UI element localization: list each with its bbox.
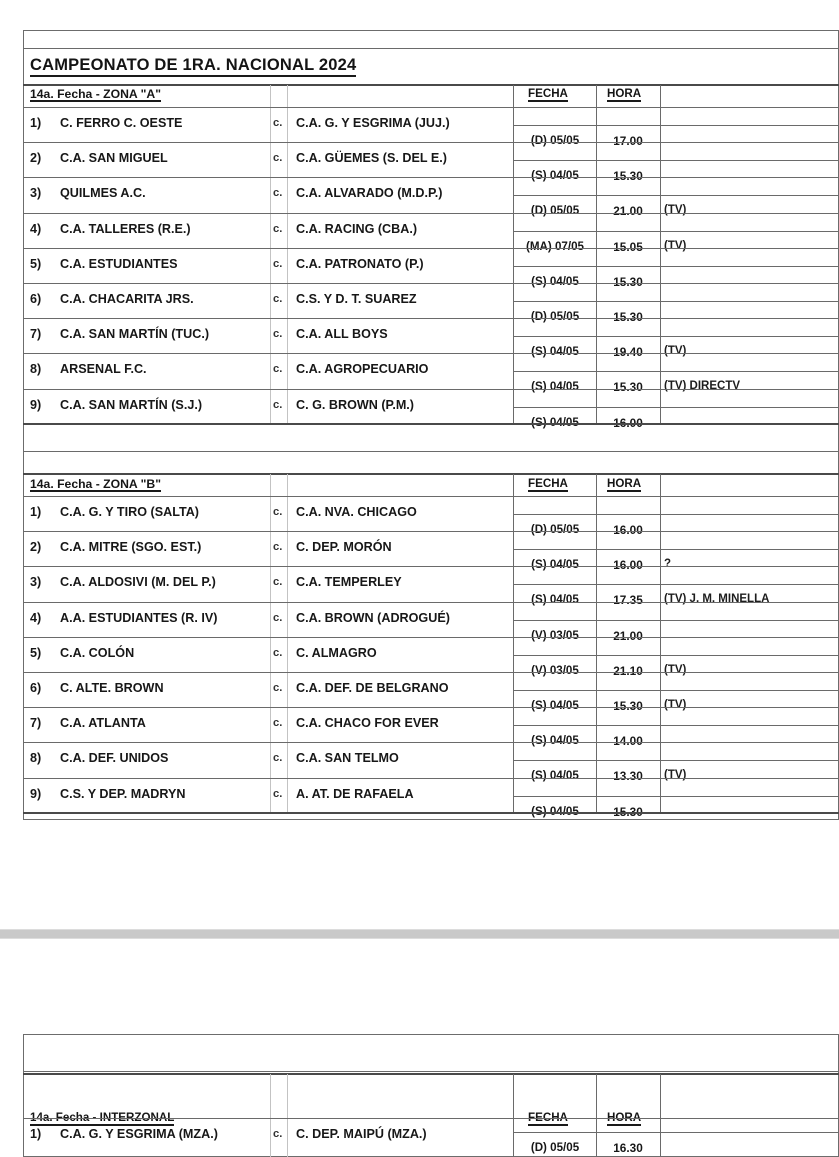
column-header-hora-b: HORA	[607, 477, 642, 490]
match-broadcast-note: (TV)	[664, 699, 687, 711]
table-row-separator	[23, 707, 839, 708]
vline-iz-notes-left	[660, 1074, 661, 1157]
away-team-name: C.A. ALVARADO (M.D.P.)	[296, 186, 443, 201]
match-date: (S) 04/05	[531, 593, 579, 607]
away-team-name: C. DEP. MAIPÚ (MZA.)	[296, 1127, 427, 1141]
match-number: 6)	[30, 292, 42, 306]
versus-label: c.	[273, 787, 283, 800]
match-time: 16.30	[613, 1141, 643, 1155]
table-row-separator	[23, 318, 839, 319]
zona-a-heading: 14a. Fecha - ZONA "A"	[30, 87, 161, 101]
match-time: 21.00	[613, 628, 643, 643]
match-date: (V) 03/05	[531, 663, 579, 677]
versus-label: c.	[273, 293, 283, 305]
versus-label: c.	[273, 222, 283, 235]
home-team-name: ARSENAL F.C.	[60, 362, 147, 377]
rule-gap-1	[23, 451, 839, 452]
table-row-separator	[23, 496, 839, 497]
date-band-separator	[513, 514, 839, 515]
match-time: 16.00	[613, 415, 643, 430]
date-band-separator	[513, 655, 839, 656]
match-date: (S) 04/05	[531, 380, 579, 394]
match-time: 17.35	[613, 593, 643, 608]
date-band-separator	[513, 690, 839, 691]
versus-label: c.	[273, 506, 283, 518]
date-band-separator	[513, 796, 839, 797]
match-time: 15.05	[613, 239, 643, 254]
zona-b-heading: 14a. Fecha - ZONA "B"	[30, 477, 161, 491]
home-team-name: C.A. DEF. UNIDOS	[60, 751, 169, 766]
home-team-name: C.A. ATLANTA	[60, 716, 146, 731]
match-number: 3)	[30, 575, 42, 590]
vline-b-vs-right	[287, 474, 288, 812]
away-team-name: A. AT. DE RAFAELA	[296, 786, 414, 801]
home-team-name: C.A. G. Y ESGRIMA (MZA.)	[60, 1127, 218, 1141]
home-team-name: C.A. ALDOSIVI (M. DEL P.)	[60, 575, 216, 590]
match-date: (S) 04/05	[531, 699, 579, 712]
match-time: 15.30	[613, 310, 643, 324]
match-time: 16.00	[613, 523, 643, 537]
match-number: 5)	[30, 256, 42, 271]
match-date: (D) 05/05	[530, 134, 580, 147]
rule-top-empty	[23, 48, 839, 49]
versus-label: c.	[273, 398, 283, 411]
match-number: 3)	[30, 186, 42, 201]
match-broadcast-note: (TV) DIRECTV	[664, 380, 741, 393]
away-team-name: C.A. SAN TELMO	[296, 751, 399, 766]
vline-iz-vs-right	[287, 1074, 288, 1157]
date-band-separator	[513, 725, 839, 726]
rule-iz-top	[23, 1073, 839, 1075]
table-row-separator	[23, 778, 839, 779]
match-date: (S) 04/05	[531, 734, 579, 748]
away-team-name: C.A. TEMPERLEY	[296, 575, 402, 590]
home-team-name: C.A. COLÓN	[60, 645, 135, 660]
match-date: (S) 04/05	[531, 558, 579, 572]
away-team-name: C.A. G. Y ESGRIMA (JUJ.)	[296, 116, 450, 130]
match-number: 8)	[30, 751, 42, 766]
match-time: 14.00	[613, 734, 643, 749]
match-time: 19.40	[613, 345, 643, 360]
match-time: 13.30	[613, 769, 643, 784]
match-number: 6)	[30, 681, 42, 695]
home-team-name: C. FERRO C. OESTE	[60, 116, 183, 130]
column-header-fecha-a: FECHA	[528, 87, 568, 100]
date-band-separator	[513, 301, 839, 302]
versus-label: c.	[273, 717, 283, 730]
match-number: 2)	[30, 151, 42, 166]
rule-iz-empty-bottom	[23, 1071, 839, 1072]
vline-iz-fecha-left	[513, 1074, 514, 1157]
top-sheet-frame	[23, 30, 839, 820]
vline-a-vs-right	[287, 85, 288, 423]
versus-label: c.	[273, 187, 283, 200]
date-band-separator	[513, 266, 839, 267]
match-time: 15.30	[613, 699, 643, 713]
match-number: 9)	[30, 397, 42, 412]
table-row-separator	[23, 283, 839, 284]
away-team-name: C.A. ALL BOYS	[296, 327, 388, 342]
match-time: 21.10	[613, 663, 643, 678]
column-header-hora-a: HORA	[607, 87, 642, 100]
page-title: CAMPEONATO DE 1RA. NACIONAL 2024	[30, 57, 356, 77]
match-time: 15.30	[613, 274, 643, 289]
table-row-separator	[23, 637, 839, 638]
match-broadcast-note: (TV)	[664, 769, 687, 782]
table-row-separator	[23, 177, 839, 178]
away-team-name: C.A. NVA. CHICAGO	[296, 505, 417, 519]
date-band-separator	[513, 407, 839, 408]
match-number: 8)	[30, 362, 42, 377]
date-band-separator	[513, 336, 839, 337]
table-row-separator	[23, 248, 839, 249]
column-header-hora-iz: HORA	[607, 1111, 642, 1124]
date-band-separator	[513, 620, 839, 621]
versus-label: c.	[273, 1128, 283, 1140]
away-team-name: C.A. AGROPECUARIO	[296, 362, 429, 377]
versus-label: c.	[273, 752, 283, 765]
vline-b-vs-left	[270, 474, 271, 812]
match-time: 15.30	[613, 804, 643, 819]
match-time: 21.00	[613, 204, 643, 219]
home-team-name: C.S. Y DEP. MADRYN	[60, 786, 186, 801]
match-date: (S) 04/05	[531, 415, 579, 429]
match-date: (S) 04/05	[531, 169, 579, 183]
match-time: 16.00	[613, 558, 643, 573]
rule-a-bottom	[23, 423, 839, 425]
match-number: 4)	[30, 221, 42, 236]
away-team-name: C.A. PATRONATO (P.)	[296, 256, 424, 271]
match-number: 5)	[30, 645, 42, 660]
away-team-name: C.A. RACING (CBA.)	[296, 221, 418, 236]
away-team-name: C. DEP. MORÓN	[296, 540, 392, 555]
versus-label: c.	[273, 611, 283, 624]
table-row-separator	[23, 389, 839, 390]
match-broadcast-note: (TV)	[664, 663, 687, 676]
away-team-name: C.A. GÜEMES (S. DEL E.)	[296, 151, 447, 166]
interzonal-heading: 14a. Fecha - INTERZONAL	[30, 1111, 175, 1124]
match-time: 17.00	[613, 134, 643, 148]
match-broadcast-note: ?	[664, 558, 672, 571]
table-row-separator	[23, 1118, 839, 1119]
versus-label: c.	[273, 328, 283, 341]
match-broadcast-note: (TV) J. M. MINELLA	[664, 593, 770, 606]
rule-b-bottom	[23, 812, 839, 814]
table-row-separator	[23, 213, 839, 214]
home-team-name: A.A. ESTUDIANTES (R. IV)	[60, 610, 218, 625]
match-number: 7)	[30, 716, 42, 731]
match-number: 2)	[30, 540, 42, 555]
home-team-name: C.A. CHACARITA JRS.	[60, 292, 194, 306]
vline-iz-vs-left	[270, 1074, 271, 1157]
away-team-name: C. ALMAGRO	[296, 645, 377, 660]
table-row-separator	[23, 742, 839, 743]
date-band-separator	[513, 160, 839, 161]
date-band-separator	[513, 1132, 839, 1133]
table-row-separator	[23, 602, 839, 603]
table-row-separator	[23, 142, 839, 143]
vline-a-vs-left	[270, 85, 271, 423]
home-team-name: C.A. TALLERES (R.E.)	[60, 221, 191, 236]
date-band-separator	[513, 125, 839, 126]
date-band-separator	[513, 760, 839, 761]
versus-label: c.	[273, 152, 283, 165]
versus-label: c.	[273, 646, 283, 659]
vline-iz-hora-left	[596, 1074, 597, 1157]
versus-label: c.	[273, 576, 283, 589]
date-band-separator	[513, 549, 839, 550]
rule-b-top	[23, 473, 839, 475]
match-date: (D) 05/05	[530, 204, 580, 218]
match-date: (D) 05/05	[530, 1141, 580, 1154]
home-team-name: C.A. SAN MARTÍN (S.J.)	[60, 397, 203, 412]
away-team-name: C.A. DEF. DE BELGRANO	[296, 681, 449, 695]
match-date: (MA) 07/05	[526, 239, 584, 253]
match-number: 7)	[30, 327, 42, 342]
versus-label: c.	[273, 541, 283, 554]
home-team-name: C.A. MITRE (SGO. EST.)	[60, 540, 202, 555]
table-row-separator	[23, 566, 839, 567]
match-time: 15.30	[613, 380, 643, 395]
away-team-name: C.S. Y D. T. SUAREZ	[296, 292, 417, 306]
match-date: (S) 04/05	[531, 804, 579, 818]
match-time: 15.30	[613, 169, 643, 184]
versus-label: c.	[273, 257, 283, 270]
match-number: 1)	[30, 505, 42, 519]
match-date: (S) 04/05	[531, 769, 579, 783]
rule-a-top	[23, 84, 839, 86]
match-date: (D) 05/05	[530, 310, 580, 323]
match-broadcast-note: (TV)	[664, 204, 687, 217]
match-date: (V) 03/05	[531, 628, 579, 642]
home-team-name: C.A. SAN MIGUEL	[60, 151, 168, 166]
table-row-separator	[23, 353, 839, 354]
match-date: (S) 04/05	[531, 274, 579, 288]
away-team-name: C.A. CHACO FOR EVER	[296, 716, 439, 731]
match-date: (S) 04/05	[531, 345, 579, 359]
away-team-name: C.A. BROWN (ADROGUÉ)	[296, 610, 450, 625]
versus-label: c.	[273, 682, 283, 694]
date-band-separator	[513, 231, 839, 232]
section-divider	[0, 929, 839, 939]
column-header-fecha-b: FECHA	[528, 477, 568, 490]
match-broadcast-note: (TV)	[664, 239, 687, 252]
home-team-name: C. ALTE. BROWN	[60, 681, 164, 695]
home-team-name: QUILMES A.C.	[60, 186, 146, 201]
match-number: 4)	[30, 610, 42, 625]
away-team-name: C. G. BROWN (P.M.)	[296, 397, 415, 412]
home-team-name: C.A. ESTUDIANTES	[60, 256, 178, 271]
date-band-separator	[513, 371, 839, 372]
match-broadcast-note: (TV)	[664, 345, 687, 358]
home-team-name: C.A. G. Y TIRO (SALTA)	[60, 505, 199, 519]
home-team-name: C.A. SAN MARTÍN (TUC.)	[60, 327, 210, 342]
column-header-fecha-iz: FECHA	[528, 1111, 568, 1124]
date-band-separator	[513, 195, 839, 196]
match-number: 1)	[30, 116, 42, 130]
table-row-separator	[23, 672, 839, 673]
match-number: 1)	[30, 1127, 42, 1141]
match-number: 9)	[30, 786, 42, 801]
table-row-separator	[23, 107, 839, 108]
table-row-separator	[23, 531, 839, 532]
versus-label: c.	[273, 117, 283, 129]
versus-label: c.	[273, 363, 283, 376]
match-date: (D) 05/05	[530, 523, 580, 536]
date-band-separator	[513, 584, 839, 585]
